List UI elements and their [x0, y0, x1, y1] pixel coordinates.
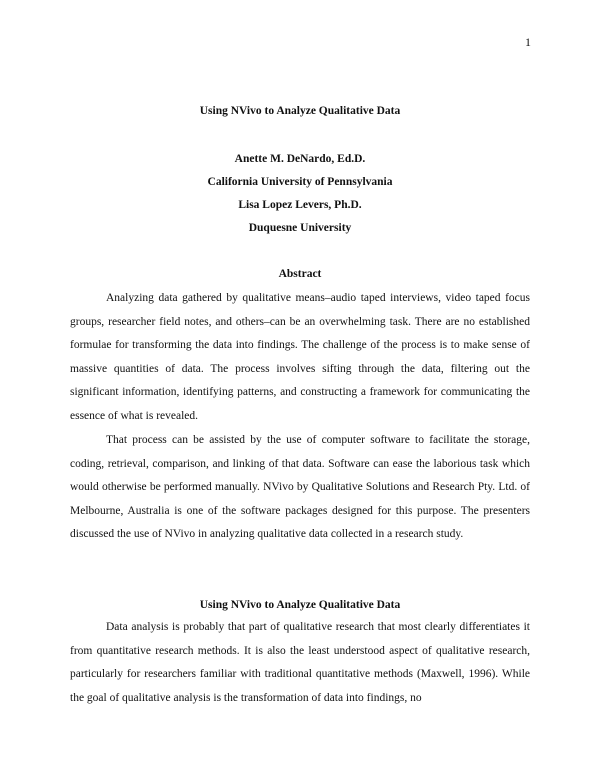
author-name-1: Anette M. DeNardo, Ed.D. — [234, 153, 366, 165]
paper-title: Using NVivo to Analyze Qualitative Data — [199, 105, 401, 117]
page-number: 1 — [525, 35, 531, 49]
author-affiliation-1: California University of Pennsylvania — [207, 176, 393, 188]
author-name-2: Lisa Lopez Levers, Ph.D. — [238, 199, 362, 211]
abstract-paragraph-1: Analyzing data gathered by qualitative means–audio taped interviews, video taped focus groups, researcher field notes, and others–can be an overwhelming task. There are no established formulae for transforming the data into findings. The challenge of the process is to make sense of massive quantities of data. The process involves sifting through the data, filtering out the significant information, identifying patterns, and constructing a framework for communicating the essence of what is revealed. — [70, 292, 530, 422]
abstract-paragraph-2: That process can be assisted by the use of computer software to facilitate the storage, coding, retrieval, comparison, and linking of that data. Software can ease the laborious task which would otherwise be performed manually. NVivo by Qualitative Solutions and Research Pty. Ltd. of Melbourne, Australia is one of the software packages designed for this purpose. The presenters discussed the use of NVivo in analyzing qualitative data collected in a research study. — [70, 434, 530, 541]
abstract-heading: Abstract — [278, 268, 322, 280]
author-affiliation-2: Duquesne University — [248, 222, 352, 234]
section-heading: Using NVivo to Analyze Qualitative Data — [199, 599, 401, 611]
section-paragraph: Data analysis is probably that part of qualitative research that most clearly differentiates it from quantitative research methods. It is also the least understood aspect of qualitative research, particularly for researchers familiar with traditional quantitative methods (Maxwell, 1996). While the goal of qualitative analysis is the transformation of data into findings, no — [70, 621, 530, 704]
